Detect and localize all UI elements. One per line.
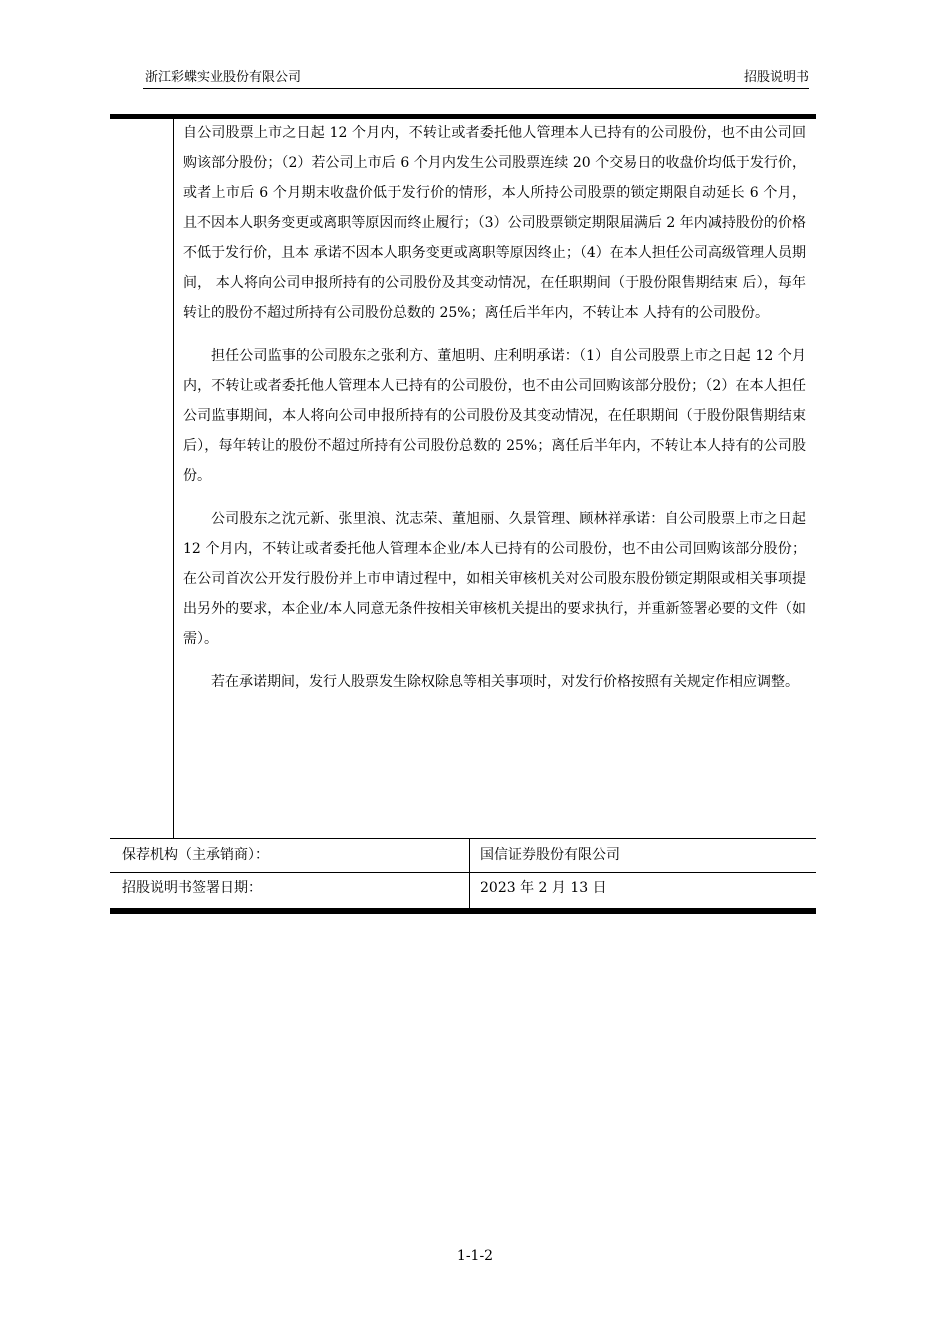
table-row-divider <box>110 872 816 873</box>
sponsor-value: 国信证券股份有限公司 <box>480 847 620 863</box>
sponsor-label: 保荐机构（主承销商）： <box>122 847 269 863</box>
header-company: 浙江彩蝶实业股份有限公司 <box>145 70 302 85</box>
sign-date-label: 招股说明书签署日期： <box>122 880 262 896</box>
paragraph: 若在承诺期间，发行人股票发生除权除息等相关事项时，对发行价格按照有关规定作相应调整。 <box>211 674 799 690</box>
page-number: 1-1-2 <box>456 1248 494 1264</box>
header-doc-type: 招股说明书 <box>743 70 809 85</box>
sign-date-value: 2023 年 2 月 13 日 <box>480 880 607 896</box>
table-left-border <box>173 118 174 839</box>
paragraph: 自公司股票上市之日起 12 个月内，不转让或者委托他人管理本人已持有的公司股份，也不由公司回购该部分股份；（2）若公司上市后 6 个月内发生公司股票连续 20 个交易日的收盘价均低于发行价，或者上市后 6 个月期末收盘价低于发行价的情形，本人所持公司股票的锁定期限自动延长 6 个月，且不因本人职务变更或离职等原因而终止履行；（3）公司股票锁定期限届满后 2 年内减持股份的价格不低于发行价，且本 承诺不因本人职务变更或离职等原因终止；（4）在本人担任公司高级管理人员期间， 本人将向公司申报所持有的公司股份及其变动情况，在任职期间（于股份限售期结束 后），每年转让的股份不超过所持有公司股份总数的 25%；离任后半年内，不转让本 人持有的公司股份。 <box>183 125 806 321</box>
header-rule <box>143 88 809 89</box>
commitment-content <box>183 118 806 710</box>
table-column-divider <box>469 838 470 909</box>
paragraph: 担任公司监事的公司股东之张利方、董旭明、庄利明承诺：（1）自公司股票上市之日起 12 个月内，不转让或者委托他人管理本人已持有的公司股份，也不由公司回购该部分股份；（2）在本人担任公司监事期间，本人将向公司申报所持有的公司股份及其变动情况，在任职期间（于股份限售期结束后），每年转让的股份不超过所持有公司股份总数的 25%；离任后半年内，不转让本人持有的公司股份。 <box>183 348 806 484</box>
table-bottom-rule <box>110 908 816 914</box>
paragraph: 公司股东之沈元新、张里浪、沈志荣、董旭丽、久景管理、顾林祥承诺：自公司股票上市之日起 12 个月内，不转让或者委托他人管理本企业/本人已持有的公司股份，也不由公司回购该部分股份；在公司首次公开发行股份并上市申请过程中，如相关审核机关对公司股东股份锁定期限或相关事项提出另外的要求，本企业/本人同意无条件按相关审核机关提出的要求执行，并重新签署必要的文件（如需）。 <box>183 511 806 647</box>
table-row-divider <box>110 838 816 839</box>
